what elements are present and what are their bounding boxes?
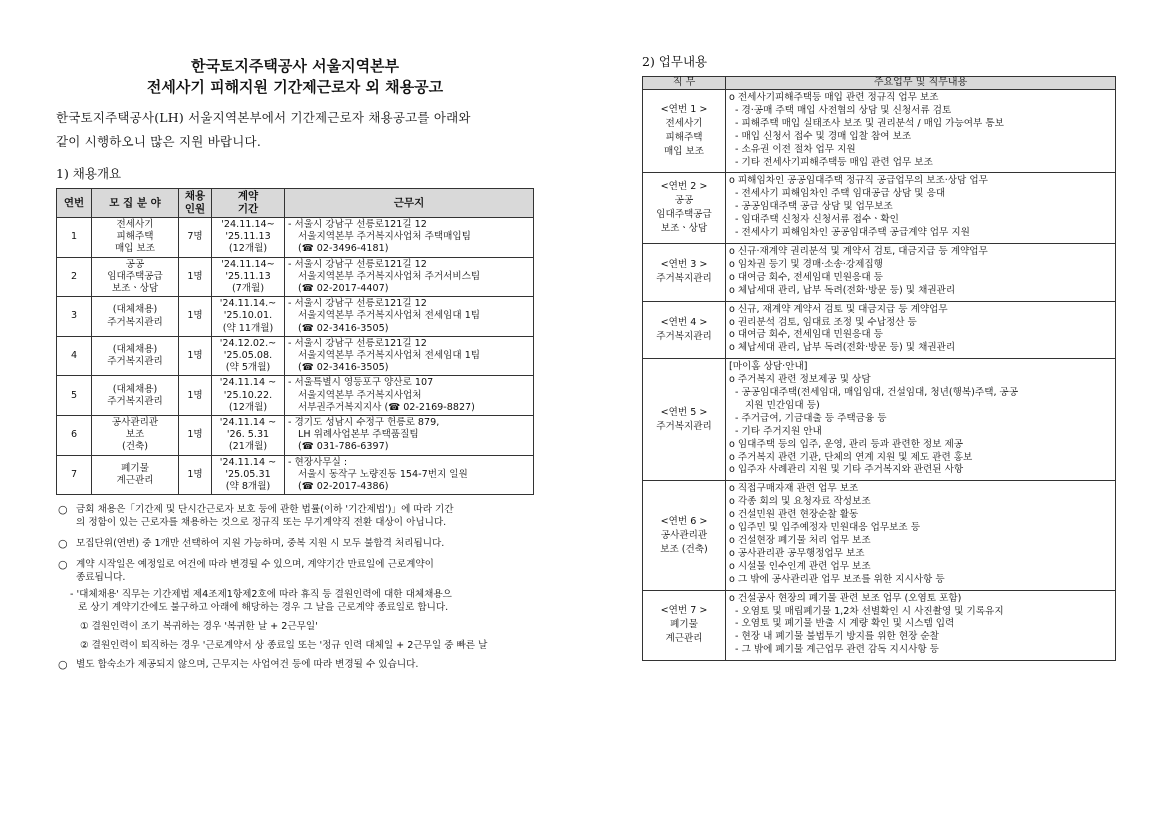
duty-content: o 신규, 재계약 계약서 검토 및 대금지급 등 계약업무 o 권리분석 검토, 임대료 조정 및 수납정산 등 o 대여금 회수, 전세임대 민원응대 등 o 체납세대 관리, 납부 독려(전화·방문 등) 및 채권관리 [726, 301, 1116, 359]
row-no: 2 [57, 257, 92, 297]
duty-category: <연번 3 > 주거복지관리 [643, 243, 726, 301]
hiring-table-header [57, 189, 534, 218]
left-column [56, 52, 534, 679]
row-period: '24.11.14 ~ '25.05.31 (약 8개월) [212, 455, 285, 495]
table-row [643, 173, 1116, 244]
table-row [57, 297, 534, 337]
row-field: (대체채용) 주거복지관리 [92, 297, 179, 337]
duty-table [642, 76, 1116, 661]
col-no: 연번 [57, 189, 92, 218]
duty-content: o 피해임차인 공공임대주택 정규직 공급업무의 보조·상담 업무 - 전세사기 피해임차인 주택 임대공급 상담 및 응대 - 공공임대주택 공급 상담 및 업무보조 - 임대주택 신청자 신청서류 접수ㆍ확인 - 전세사기 피해임차인 공공임대주택 공급계약 업무 지원 [726, 173, 1116, 244]
table-row [57, 218, 534, 258]
table-row [643, 301, 1116, 359]
notes [56, 503, 534, 671]
duty-category: <연번 1 > 전세사기 피해주택 매입 보조 [643, 90, 726, 173]
row-period: '24.11.14 ~ '25.10.22. (12개월) [212, 376, 285, 416]
section-duties: 2) 업무내용 [642, 54, 708, 69]
row-location: - 서울시 강남구 선릉로121길 12 서울지역본부 주거복지사업처 주거서비스팀 (☎ 02-2017-4407) [285, 257, 534, 297]
row-location: - 서울시 강남구 선릉로121길 12 서울지역본부 주거복지사업처 전세임대 1팀 (☎ 02-3416-3505) [285, 336, 534, 376]
row-field: (대체채용) 주거복지관리 [92, 336, 179, 376]
col-duty: 주요업무 및 직무내용 [726, 77, 1116, 90]
row-field: 폐기물 계근관리 [92, 455, 179, 495]
duty-category: <연번 6 > 공사관리관 보조 (건축) [643, 481, 726, 590]
note-2: ○ 모집단위(연번) 중 1개만 선택하여 지원 가능하며, 중복 지원 시 모두 불합격 처리됩니다. [58, 537, 445, 551]
table-row [57, 376, 534, 416]
row-location: - 서울시 강남구 선릉로121길 12 서울지역본부 주거복지사업처 주택매입팀 (☎ 02-3496-4181) [285, 218, 534, 258]
table-row [643, 481, 1116, 590]
duty-table-header [643, 77, 1116, 90]
row-count: 1명 [179, 416, 212, 456]
notice-title: 전세사기 피해지원 기간제근로자 외 채용공고 [146, 78, 444, 96]
note-3-item-2: ② 결원인력이 퇴직하는 경우 '근로계약서 상 종료일 또는 '정규 인력 대체일 + 2근무일 중 빠른 날 [80, 640, 488, 652]
duty-category: <연번 4 > 주거복지관리 [643, 301, 726, 359]
row-period: '24.11.14 ~ '26. 5.31 (21개월) [212, 416, 285, 456]
section-hiring-overview: 1) 채용개요 [56, 166, 122, 181]
col-job: 직 무 [643, 77, 726, 90]
row-no: 7 [57, 455, 92, 495]
duty-content: o 전세사기피해주택등 매입 관련 정규직 업무 보조 - 경·공매 주택 매입 사전협의 상담 및 신청서류 검토 - 피해주택 매입 실태조사 보조 및 권리분석 / 매입 가능여부 통보 - 매입 신청서 접수 및 경매 입찰 참여 보조 - 소유권 이전 절차 업무 지원 - 기타 전세사기피해주택등 매입 관련 업무 보조 [726, 90, 1116, 173]
col-period: 계약 기간 [212, 189, 285, 218]
row-no: 5 [57, 376, 92, 416]
table-row [57, 257, 534, 297]
row-no: 1 [57, 218, 92, 258]
table-row [643, 590, 1116, 661]
row-location: - 현장사무실 : 서울시 동작구 노량진동 154-7번지 일원 (☎ 02-2017-4386) [285, 455, 534, 495]
row-period: '24.11.14~ '25.11.13 (7개월) [212, 257, 285, 297]
hiring-table [56, 188, 534, 495]
duty-category: <연번 5 > 주거복지관리 [643, 359, 726, 481]
row-location: - 서울특별시 영등포구 양산로 107 서울지역본부 주거복지사업처 서부권주거복지지사 (☎ 02-2169-8827) [285, 376, 534, 416]
note-3-sub: - '대체채용' 직무는 기간제법 제4조제1항제2호에 따라 휴직 등 결원인력에 대한 대체채용으 로 상기 계약기간에도 불구하고 아래에 해당하는 경우 그 날을 근로계약 종료일로 합니다. [70, 589, 452, 614]
row-location: - 경기도 성남시 수정구 헌릉로 879, LH 위례사업본부 주택품질팀 (☎ 031-786-6397) [285, 416, 534, 456]
row-no: 3 [57, 297, 92, 337]
row-count: 1명 [179, 455, 212, 495]
row-field: (대체채용) 주거복지관리 [92, 376, 179, 416]
duty-content: o 직접구매자재 관련 업무 보조 o 각종 회의 및 요청자료 작성보조 o 건설민원 관련 현장순찰 활동 o 입주민 및 입주예정자 민원대응 업무보조 등 o 건설현장 폐기물 처리 업무 보조 o 공사관리관 공무행정업무 보조 o 시설물 인수인계 관련 업무 보조 o 그 밖에 공사관리관 업무 보조를 위한 지시사항 등 [726, 481, 1116, 590]
org-title: 한국토지주택공사 서울지역본부 [190, 57, 400, 75]
table-row [643, 243, 1116, 301]
row-count: 1명 [179, 376, 212, 416]
row-period: '24.11.14~ '25.11.13 (12개월) [212, 218, 285, 258]
row-count: 7명 [179, 218, 212, 258]
duty-content: o 신규·재계약 권리분석 및 계약서 검토, 대금지급 등 계약업무 o 임차권 등기 및 경매·소송·강제집행 o 대여금 회수, 전세임대 민원응대 등 o 체납세대 관리, 납부 독려(전화·방문 등) 및 채권관리 [726, 243, 1116, 301]
col-count: 채용 인원 [179, 189, 212, 218]
row-period: '24.12.02.~ '25.05.08. (약 5개월) [212, 336, 285, 376]
table-row [643, 359, 1116, 481]
table-row [57, 455, 534, 495]
row-field: 공공 임대주택공급 보조ㆍ상담 [92, 257, 179, 297]
row-no: 4 [57, 336, 92, 376]
duty-category: <연번 2 > 공공 임대주택공급 보조ㆍ상담 [643, 173, 726, 244]
row-no: 6 [57, 416, 92, 456]
row-period: '24.11.14.~ '25.10.01. (약 11개월) [212, 297, 285, 337]
row-count: 1명 [179, 336, 212, 376]
duty-content: [마이홈 상담·안내] o 주거복지 관련 정보제공 및 상담 - 공공임대주택(전세임대, 매입임대, 건설임대, 청년(행복)주택, 공공 지원 민간임대 등) - 주거급여, 기금대출 등 주택금융 등 - 기타 주거지원 안내 o 임대주택 등의 입주, 운영, 관리 등과 관련한 정보 제공 o 주거복지 관련 기관, 단체의 연계 지원 및 제도 관련 홍보 o 입주자 사례관리 지원 및 기타 주거복지와 관련된 사항 [726, 359, 1116, 481]
table-row [57, 336, 534, 376]
col-location: 근무지 [285, 189, 534, 218]
duty-content: o 건설공사 현장의 폐기물 관련 보조 업무 (오염토 포함) - 오염토 및 매립폐기물 1,2차 선별확인 시 사진촬영 및 기록유지 - 오염토 및 폐기물 반출 시 계량 확인 및 시스템 입력 - 현장 내 폐기물 불법투기 방지를 위한 현장 순찰 - 그 밖에 폐기물 계근업무 관련 감독 지시사항 등 [726, 590, 1116, 661]
row-count: 1명 [179, 297, 212, 337]
row-field: 공사관리관 보조 (건축) [92, 416, 179, 456]
row-count: 1명 [179, 257, 212, 297]
duty-category: <연번 7 > 폐기물 계근관리 [643, 590, 726, 661]
row-location: - 서울시 강남구 선릉로121길 12 서울지역본부 주거복지사업처 전세임대 1팀 (☎ 02-3416-3505) [285, 297, 534, 337]
intro-text: 한국토지주택공사(LH) 서울지역본부에서 기간제근로자 채용공고를 아래와 같이 시행하오니 많은 지원 바랍니다. [56, 110, 471, 149]
table-row [57, 416, 534, 456]
row-field: 전세사기 피해주택 매입 보조 [92, 218, 179, 258]
note-3-item-1: ① 결원인력이 조기 복귀하는 경우 '복귀한 날 + 2근무일' [80, 621, 318, 633]
note-3: ○ 계약 시작일은 예정일로 여건에 따라 변경될 수 있으며, 계약기간 만료일에 근로계약이 종료됩니다. [58, 558, 434, 584]
right-column [642, 52, 1116, 661]
note-4: ○ 별도 합숙소가 제공되지 않으며, 근무지는 사업여건 등에 따라 변경될 수 있습니다. [58, 658, 419, 672]
col-field: 모 집 분 야 [92, 189, 179, 218]
note-1: ○ 금회 채용은「기간제 및 단시간근로자 보호 등에 관한 법률(이하 '기간제법')」에 따라 기간 의 정함이 있는 근로자를 채용하는 것으로 정규직 또는 무기계약직 전환 대상이 아닙니다. [58, 503, 454, 529]
table-row [643, 90, 1116, 173]
